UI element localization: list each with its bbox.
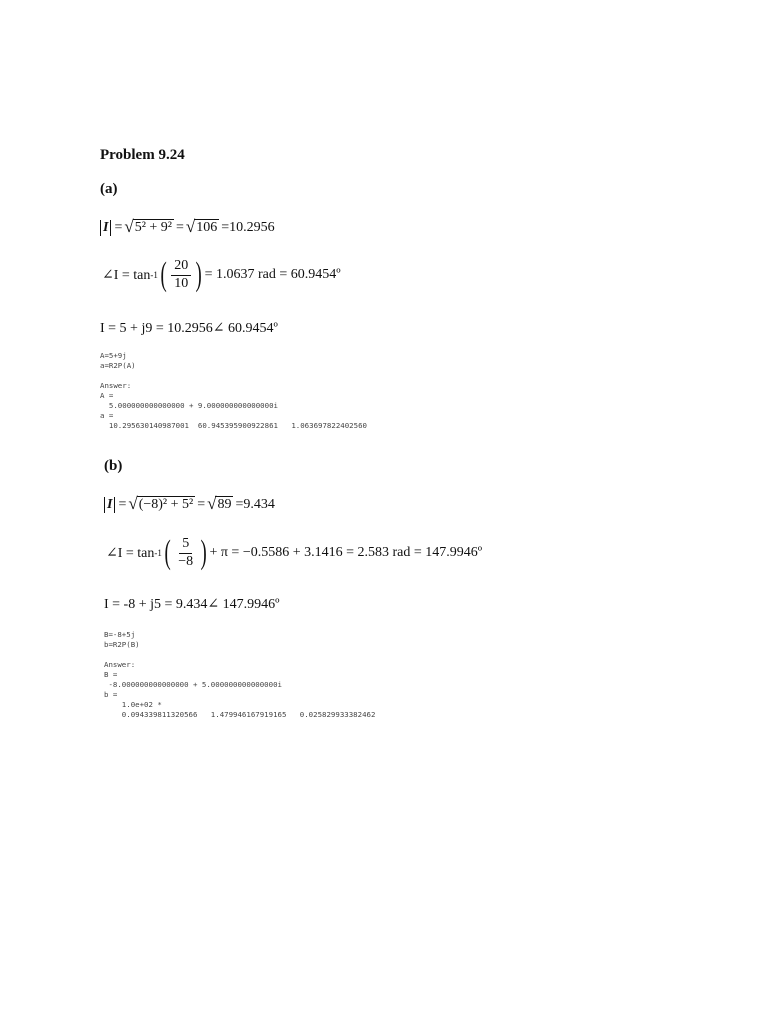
problem-title: Problem 9.24 xyxy=(100,147,185,163)
part-a-angle-result: = 1.0637 rad = 60.9454º xyxy=(204,267,341,283)
part-b-sqrt-1: √ (−8)² + 5² xyxy=(128,494,194,513)
part-b-sqrt-2: √ 89 xyxy=(207,494,232,513)
part-b-mag-result: 9.434 xyxy=(243,496,275,512)
part-b-angle-equation: ∠I = tan -1 ( $\frac{5}{-8}$ ) + π = −0.5586 + 3.1416 = 2.583 rad = 147.9946º xyxy=(106,534,483,572)
part-a-label: (a) xyxy=(100,181,118,197)
part-a-angle-prefix: ∠I = tan xyxy=(102,267,151,283)
part-b-mag-lhs: I xyxy=(104,497,115,513)
part-b-fraction: $\frac{5}{-8}$ xyxy=(178,536,194,569)
part-a-angle-equation: ∠I = tan -1 ( $\frac{20}{10}$ ) = 1.0637 rad = 60.9454º xyxy=(102,256,341,294)
part-b-angle-result: + π = −0.5586 + 3.1416 = 2.583 rad = 147.9946º xyxy=(209,545,483,561)
part-a-fraction: $\frac{20}{10}$ xyxy=(171,258,191,293)
part-a-phasor: I = 5 + j9 = 10.2956∠ 60.9454º xyxy=(100,321,278,336)
part-b-magnitude-equation: I = √ (−8)² + 5² = √ 89 = 9.434 xyxy=(104,496,275,513)
part-b-code-output: B=-8+5j b=R2P(B) Answer: B = -8.000000000000000 + 5.000000000000000i b = 1.0e+02 * 0.094339811320566 1.479946167919165 0.025829933382462 xyxy=(104,630,376,719)
part-a-magnitude-equation: I = √ 5² + 9² = √ 106 = 10.2956 xyxy=(100,219,275,236)
part-b-phasor: I = -8 + j5 = 9.434∠ 147.9946º xyxy=(104,597,280,612)
part-a-mag-result: 10.2956 xyxy=(229,219,275,235)
part-a-mag-lhs: I xyxy=(100,220,111,236)
part-b-label: (b) xyxy=(104,458,123,474)
part-a-sqrt-2: √ 106 xyxy=(185,217,218,236)
part-b-angle-prefix: ∠I = tan xyxy=(106,545,155,561)
part-a-code-output: A=5+9j a=R2P(A) Answer: A = 5.000000000000000 + 9.000000000000000i a = 10.295630140987001 60.945395900922861 1.063697822402560 xyxy=(100,351,367,430)
part-a-sqrt-1: √ 5² + 9² xyxy=(124,217,172,236)
